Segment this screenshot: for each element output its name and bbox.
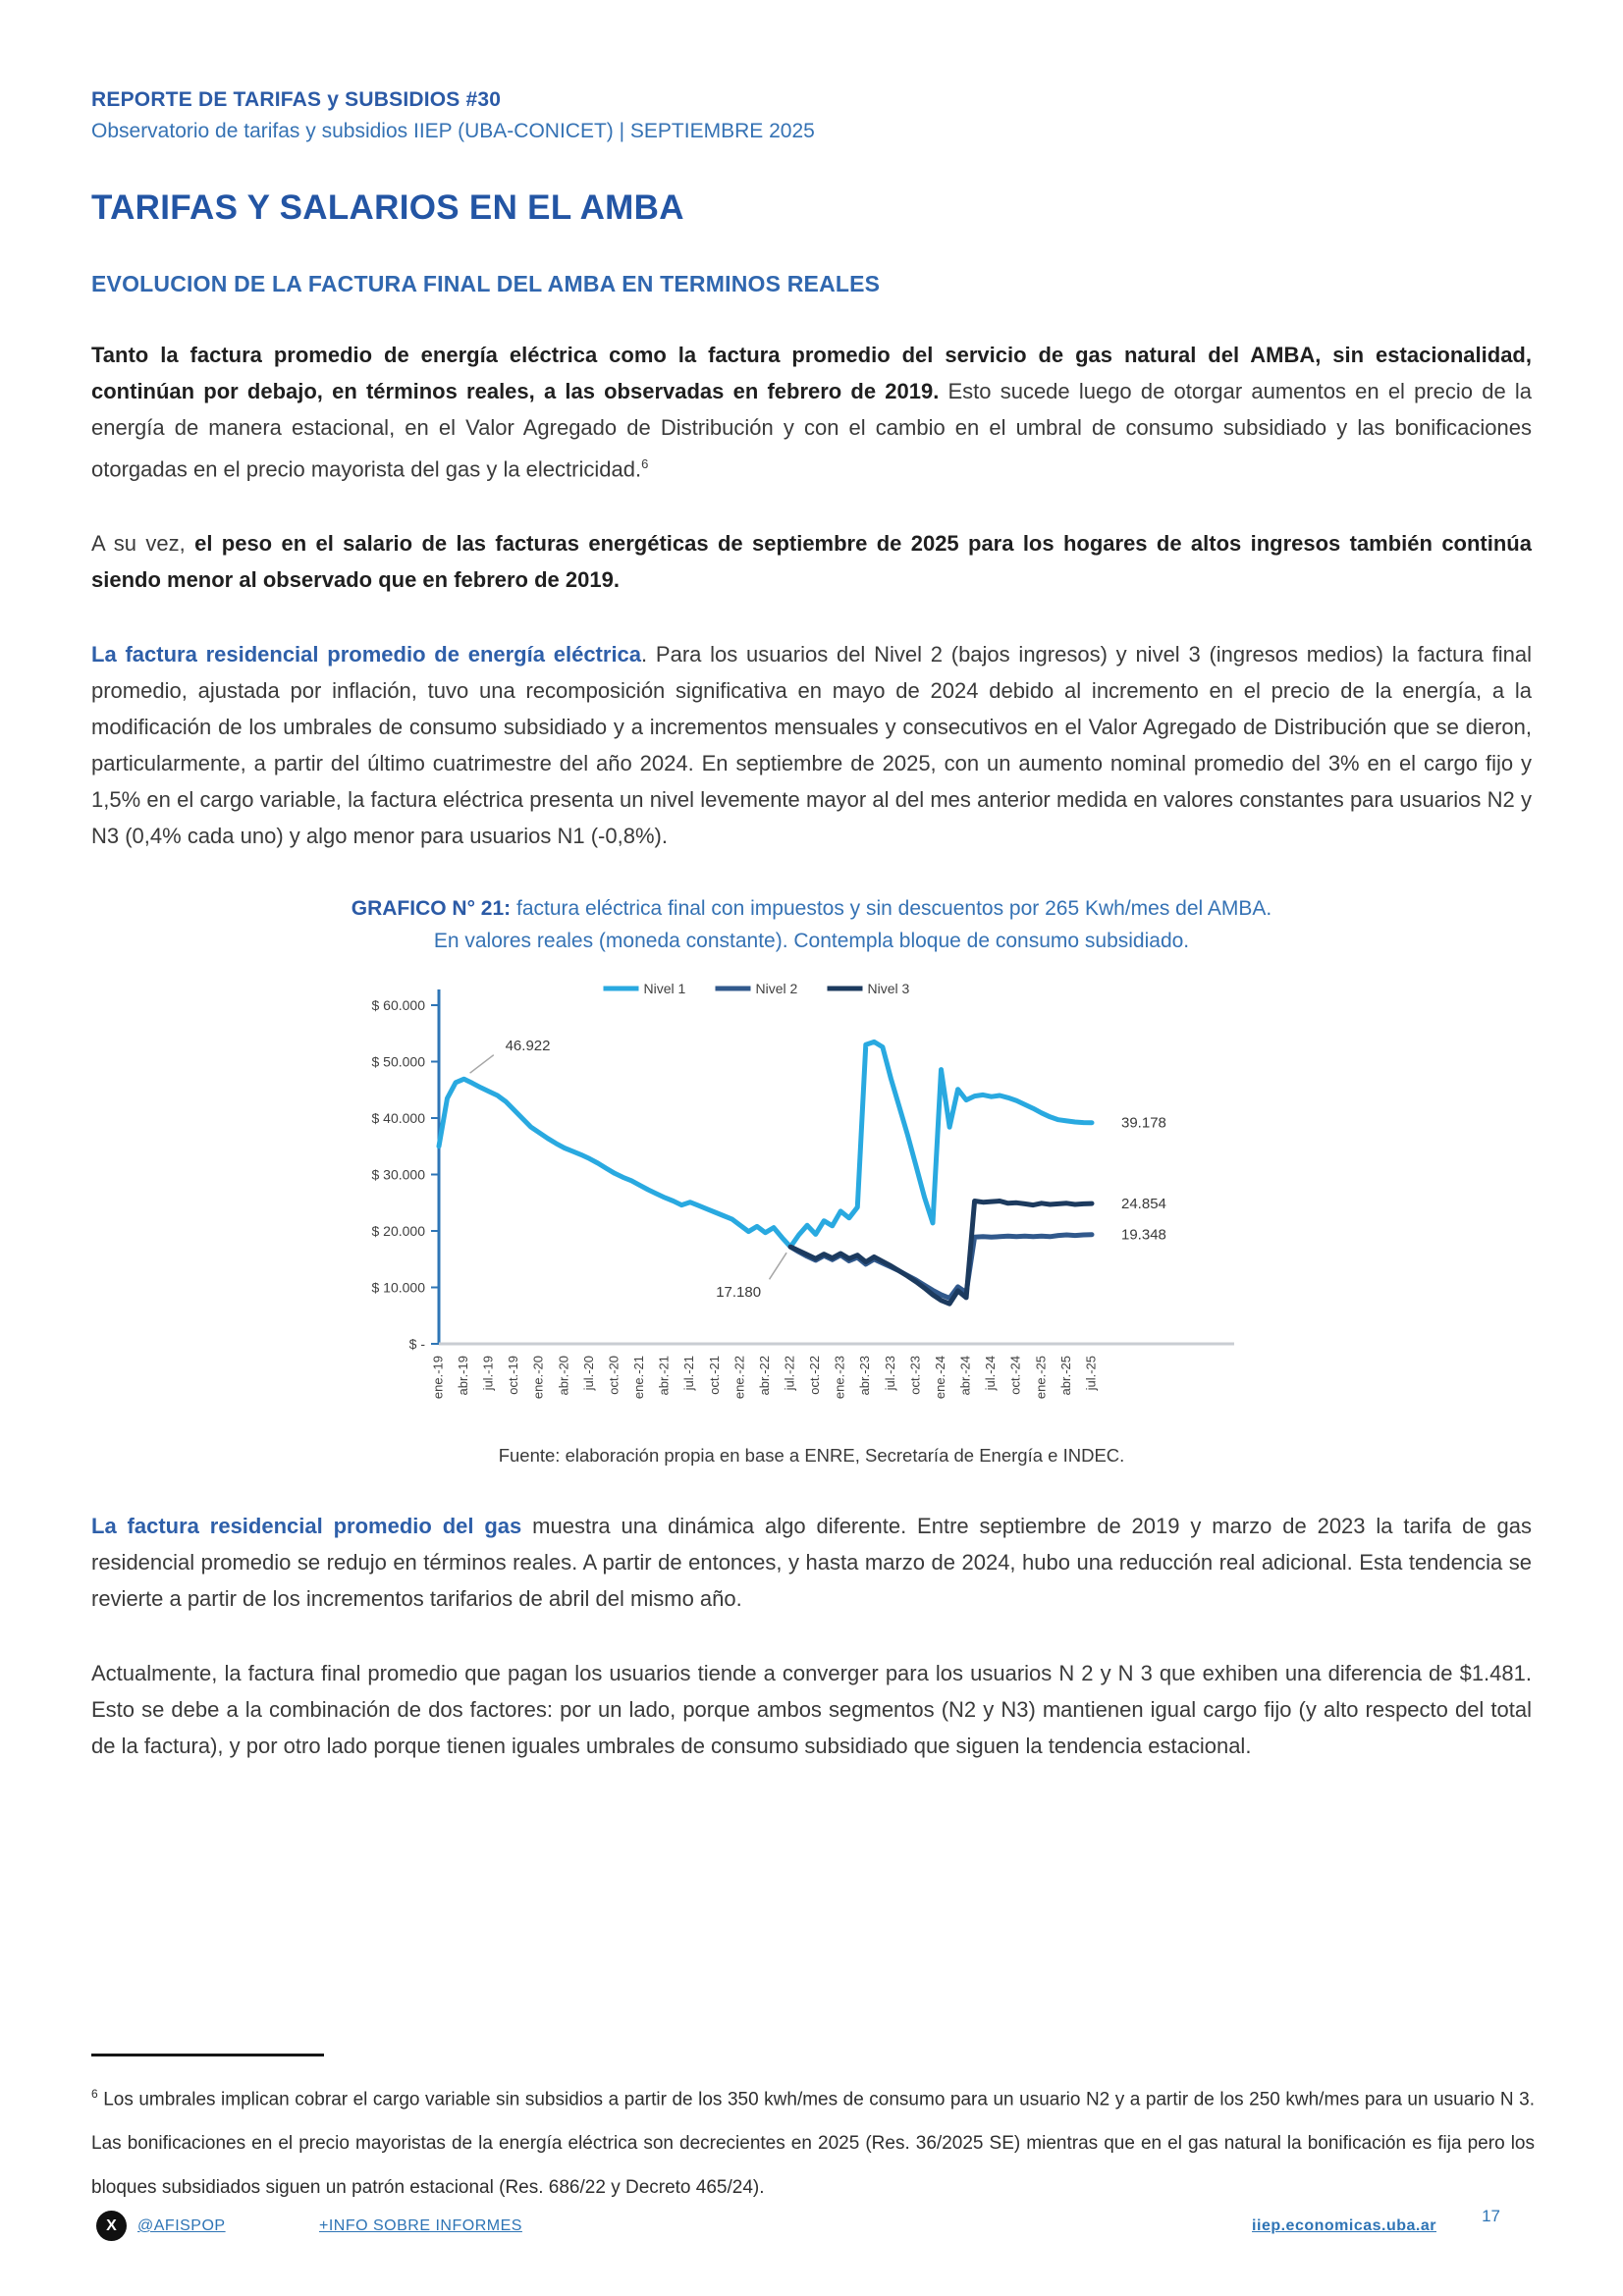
footnote-text (91, 2072, 1535, 2210)
svg-text:jul.-21: jul.-21 (680, 1356, 696, 1391)
svg-text:Nivel 3: Nivel 3 (867, 981, 909, 997)
svg-text:jul.-20: jul.-20 (580, 1356, 596, 1391)
footnote-divider (91, 2054, 324, 2056)
paragraph-intro (91, 337, 1532, 487)
svg-text:jul.-19: jul.-19 (480, 1356, 496, 1391)
svg-text:abr.-25: abr.-25 (1057, 1356, 1073, 1396)
svg-text:oct.-20: oct.-20 (605, 1356, 621, 1396)
svg-text:ene.-21: ene.-21 (630, 1356, 646, 1400)
svg-text:ene.-22: ene.-22 (730, 1356, 746, 1400)
page-subtitle: Observatorio de tarifas y subsidios IIEP (UBA-CONICET) | SEPTIEMBRE 2025 (91, 120, 815, 142)
svg-text:ene.-25: ene.-25 (1032, 1356, 1048, 1400)
svg-text:ene.-19: ene.-19 (429, 1356, 445, 1400)
svg-text:oct.-24: oct.-24 (1007, 1356, 1023, 1396)
svg-text:abr.-21: abr.-21 (656, 1356, 672, 1396)
svg-text:$ 60.000: $ 60.000 (371, 997, 425, 1014)
page-number: 17 (1482, 2207, 1500, 2225)
svg-text:ene.-24: ene.-24 (932, 1356, 947, 1400)
chart (346, 971, 1278, 1439)
svg-text:46.922: 46.922 (505, 1038, 550, 1055)
svg-text:$ 10.000: $ 10.000 (371, 1279, 425, 1296)
svg-text:Nivel 2: Nivel 2 (755, 981, 797, 997)
footnote (91, 2054, 1535, 2210)
gas-bill-lead: La factura residencial promedio del gas (91, 1514, 522, 1539)
page-footer (91, 2207, 1535, 2252)
svg-text:17.180: 17.180 (715, 1284, 761, 1302)
svg-text:jul.-23: jul.-23 (882, 1356, 897, 1391)
x-twitter-icon[interactable]: X (96, 2211, 127, 2241)
svg-text:$ 40.000: $ 40.000 (371, 1110, 425, 1127)
svg-text:oct.-22: oct.-22 (806, 1356, 822, 1396)
svg-text:oct.-21: oct.-21 (706, 1356, 722, 1396)
svg-text:oct.-19: oct.-19 (505, 1356, 520, 1396)
svg-text:$ -: $ - (408, 1336, 425, 1353)
footnote-body: Los umbrales implican cobrar el cargo variable sin subsidios a partir de los 350 kwh/mes de consumo para un usuario N2 y a partir de los 250 kwh/mes para un usuario N 3. Las bonificaciones en el precio mayoristas de la energía eléctrica son decrecientes en 2025 (Res. 36/2025 SE) mientras que en el gas natural la bonificación es fija pero los bloques subsidiados siguen un patrón estacional (Res. 686/22 y Decreto 465/24). (91, 2089, 1535, 2199)
paragraph-salary-weight (91, 525, 1532, 598)
salary-bold-text: el peso en el salario de las facturas energéticas de septiembre de 2025 para los hogares de altos ingresos también continúa siendo menor al observado que en febrero de 2019. (91, 531, 1532, 593)
svg-text:abr.-23: abr.-23 (856, 1356, 872, 1396)
electric-bill-lead: La factura residencial promedio de energía eléctrica (91, 642, 642, 667)
intro-rest-text: Esto sucede luego de otorgar aumentos en el precio de la energía de manera estacional, en el Valor Agregado de Distribución y con el cambio en el umbral de consumo subsidiado y las bonificaciones otorgadas en el precio mayorista del gas y la electricidad. (91, 379, 1532, 482)
twitter-handle-link[interactable]: @AFISPOP (137, 2217, 226, 2234)
svg-text:$ 50.000: $ 50.000 (371, 1053, 425, 1070)
svg-text:$ 30.000: $ 30.000 (371, 1166, 425, 1183)
chart-source: Fuente: elaboración propia en base a ENRE, Secretaría de Energía e INDEC. (498, 1445, 1125, 1467)
chart-caption-line2: En valores reales (moneda constante). Contempla bloque de consumo subsidiado. (433, 930, 1190, 953)
chart-number-label: GRAFICO N° 21: (351, 897, 512, 921)
svg-text:jul.-24: jul.-24 (982, 1356, 998, 1391)
info-reports-link[interactable]: +INFO SOBRE INFORMES (319, 2217, 522, 2234)
gas-bill-text: muestra una dinámica algo diferente. Entre septiembre de 2019 y marzo de 2023 la tarifa de gas residencial promedio se redujo en términos reales. A partir de entonces, y hasta marzo de 2024, hubo una reducción real adicional. Esta tendencia se revierte a partir de los incrementos tarifarios de abril del mismo año. (91, 1514, 1532, 1612)
svg-text:ene.-20: ene.-20 (530, 1356, 546, 1400)
svg-text:Nivel 1: Nivel 1 (643, 981, 685, 997)
chart-caption-text: factura eléctrica final con impuestos y sin descuentos por 265 Kwh/mes del AMBA. (511, 897, 1272, 921)
section-heading: EVOLUCION DE LA FACTURA FINAL DEL AMBA EN TERMINOS REALES (91, 271, 881, 296)
paragraph-convergence: Actualmente, la factura final promedio que pagan los usuarios tiende a converger para los usuarios N 2 y N 3 que exhiben una diferencia de $1.481. Esto se debe a la combinación de dos factores: por un lado, porque ambos segmentos (N2 y N3) mantienen igual cargo fijo (y alto respecto del total de la factura), y por otro lado porque tienen iguales umbrales de consumo subsidiado que siguen la tendencia estacional. (91, 1661, 1532, 1759)
svg-text:$ 20.000: $ 20.000 (371, 1223, 425, 1240)
svg-text:24.854: 24.854 (1120, 1196, 1166, 1213)
svg-text:jul.-22: jul.-22 (782, 1356, 797, 1391)
paragraph-gas-bill (91, 1508, 1532, 1617)
chart-caption (91, 892, 1532, 957)
svg-text:abr.-22: abr.-22 (756, 1356, 772, 1396)
svg-text:19.348: 19.348 (1120, 1227, 1166, 1245)
intro-bold-text: Tanto la factura promedio de energía eléctrica como la factura promedio del servicio de gas natural del AMBA, sin estacionalidad, continúan por debajo, en términos reales, a las observadas en febrero de 2019. (91, 343, 1532, 403)
website-link[interactable]: iiep.economicas.uba.ar (1252, 2217, 1436, 2234)
svg-text:ene.-23: ene.-23 (832, 1356, 847, 1400)
salary-lead-text: A su vez, (91, 531, 195, 557)
paragraph-electric-bill (91, 636, 1532, 854)
page-title: TARIFAS Y SALARIOS EN EL AMBA (91, 188, 684, 227)
svg-text:39.178: 39.178 (1120, 1115, 1166, 1133)
electric-bill-text: . Para los usuarios del Nivel 2 (bajos ingresos) y nivel 3 (ingresos medios) la factura final promedio, ajustada por inflación, tuvo una recomposición significativa en mayo de 2024 debido al incremento en el precio de la energía, a la modificación de los umbrales de consumo subsidiado y a incrementos mensuales y consecutivos en el Valor Agregado de Distribución que se dieron, particularmente, a partir del último cuatrimestre del año 2024. En septiembre de 2025, con un aumento nominal promedio del 3% en el cargo fijo y 1,5% en el cargo variable, la factura eléctrica presenta un nivel levemente mayor al del mes anterior medida en valores constantes para usuarios N2 y N3 (0,4% cada uno) y algo menor para usuarios N1 (-0,8%). (91, 642, 1532, 849)
svg-text:abr.-24: abr.-24 (957, 1356, 973, 1396)
svg-text:abr.-20: abr.-20 (555, 1356, 570, 1396)
footnote-number: 6 (91, 2087, 98, 2101)
svg-text:jul.-25: jul.-25 (1082, 1356, 1098, 1391)
svg-text:abr.-19: abr.-19 (455, 1356, 470, 1396)
chart-caption-line1 (91, 892, 1532, 925)
report-label: REPORTE DE TARIFAS y SUBSIDIOS #30 (91, 88, 502, 111)
tariff-lines-chart (346, 971, 1278, 1434)
svg-text:oct.-23: oct.-23 (906, 1356, 922, 1396)
footnote-reference: 6 (641, 456, 649, 471)
